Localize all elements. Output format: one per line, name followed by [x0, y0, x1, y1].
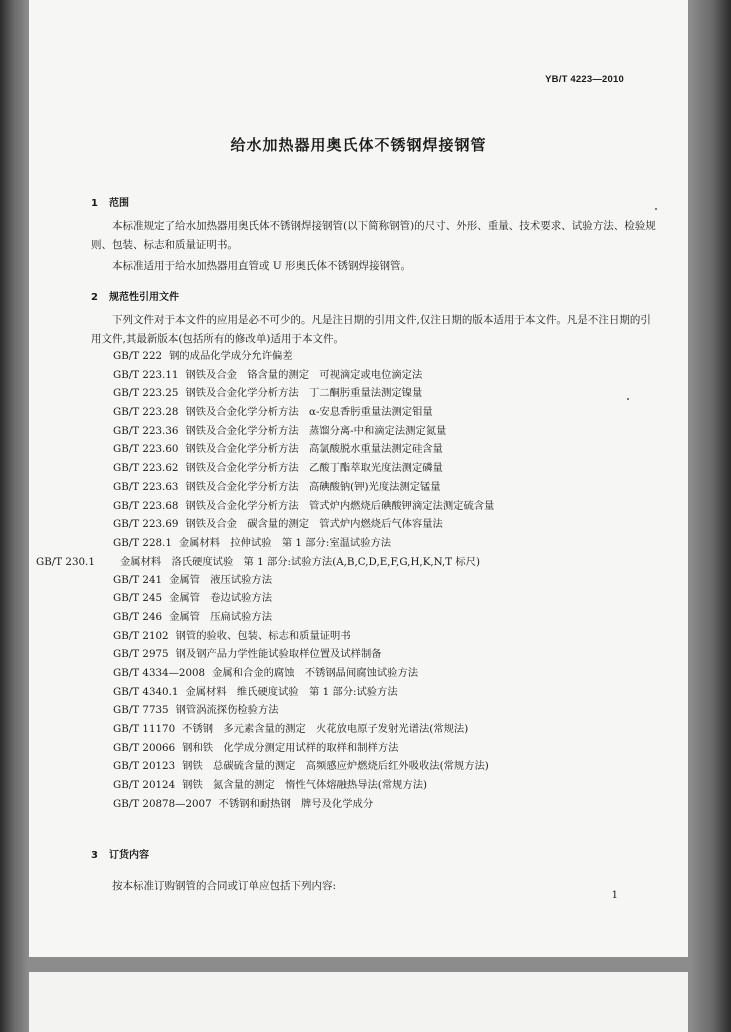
reference-code: GB/T 11170	[113, 723, 176, 736]
reference-item	[113, 384, 659, 403]
reference-code: GB/T 4340.1	[113, 685, 179, 698]
reference-item	[113, 664, 659, 683]
reference-title: 钢管涡流探伤检验方法	[175, 704, 279, 717]
reference-code: GB/T 223.69	[113, 518, 179, 531]
reference-code: GB/T 222	[113, 350, 163, 362]
reference-title: 钢铁及合金化学分析方法 管式炉内燃烧后碘酸钾滴定法测定硫含量	[185, 499, 495, 512]
reference-item	[113, 422, 659, 441]
reference-item	[113, 645, 659, 664]
reference-item	[113, 757, 659, 776]
section-title: 范围	[109, 198, 129, 209]
reference-code: GB/T 223.28	[113, 406, 179, 419]
reference-code: GB/T 223.62	[113, 462, 179, 475]
section-2-heading	[91, 288, 179, 303]
reference-code: GB/T 223.36	[113, 424, 179, 437]
reference-item	[113, 589, 659, 608]
reference-item	[113, 608, 659, 627]
reference-item	[113, 776, 659, 795]
reference-code: GB/T 4334—2008	[113, 667, 206, 679]
section-1-heading	[91, 194, 129, 209]
section-number: 2	[91, 292, 98, 303]
reference-title: 钢铁 氮含量的测定 惰性气体熔融热导法(常规方法)	[182, 779, 428, 792]
reference-title: 金属材料 洛氏硬度试验 第 1 部分:试验方法(A,B,C,D,E,F,G,H,K,N,T 标尺)	[120, 555, 481, 568]
reference-item	[113, 720, 659, 739]
reference-code: GB/T 223.60	[113, 443, 179, 456]
reference-item	[113, 683, 659, 702]
reference-item	[113, 571, 659, 590]
reference-code: GB/T 223.25	[113, 387, 179, 400]
section-number: 3	[91, 850, 98, 861]
reference-title: 钢铁及合金化学分析方法 乙酸丁酯萃取光度法测定磷量	[185, 462, 443, 475]
section-title: 规范性引用文件	[109, 292, 179, 303]
scope-paragraph: 本标准规定了给水加热器用奥氏体不锈钢焊接钢管(以下简称钢管)的尺寸、外形、重量、技术要求、试验方法、检验规则、包装、标志和质量证明书。	[91, 220, 656, 251]
reference-title: 钢铁及合金化学分析方法 高碘酸钠(钾)光度法测定锰量	[185, 480, 441, 493]
reference-code: GB/T 20124	[113, 779, 176, 792]
reference-code: GB/T 20066	[113, 741, 176, 754]
reference-title: 钢铁及合金化学分析方法 高氯酸脱水重量法测定硅含量	[185, 443, 443, 456]
scan-speck	[655, 208, 657, 210]
reference-item: GB/T 230.1 金属材料 洛氏硬度试验 第 1 部分:试验方法(A,B,C,D,E,F,G,H,K,N,T 标尺)	[36, 555, 481, 568]
reference-item	[113, 440, 659, 459]
reference-code: GB/T 20123	[113, 760, 176, 773]
reference-title: 金属管 液压试验方法	[169, 573, 273, 586]
reference-item	[113, 739, 659, 758]
reference-title: 钢铁 总碳硫含量的测定 高频感应炉燃烧后红外吸收法(常规方法)	[182, 760, 489, 773]
reference-code: GB/T 7735	[113, 704, 169, 717]
reference-item	[113, 795, 659, 814]
standard-code: YB/T 4223—2010	[545, 74, 624, 85]
order-content-intro: 按本标准订购钢管的合同或订单应包括下列内容:	[112, 880, 337, 892]
reference-title: 金属和合金的腐蚀 不锈钢晶间腐蚀试验方法	[212, 667, 419, 679]
reference-item	[113, 701, 659, 720]
reference-title: 钢铁及合金 铬含量的测定 可视滴定或电位滴定法	[185, 368, 423, 381]
document-title: 给水加热器用奥氏体不锈钢焊接钢管	[230, 136, 487, 154]
reference-code: GB/T 228.1	[113, 536, 172, 549]
section-number: 1	[91, 198, 98, 209]
references-intro: 下列文件对于本文件的应用是必不可少的。凡是注日期的引用文件,仅注日期的版本适用于本文件。凡是不注日期的引用文件,其最新版本(包括所有的修改单)适用于本文件。	[91, 314, 651, 345]
document-page	[29, 0, 688, 957]
reference-code: GB/T 223.63	[113, 480, 179, 493]
reference-code: GB/T 223.68	[113, 499, 179, 512]
scope-applicability: 本标准适用于给水加热器用直管或 U 形奥氏体不锈钢焊接钢管。	[112, 260, 412, 272]
reference-item	[113, 497, 659, 516]
reference-title: 不锈钢 多元素含量的测定 火花放电原子发射光谱法(常规法)	[182, 723, 469, 736]
reference-title: 钢铁及合金化学分析方法 蒸馏分离-中和滴定法测定氮量	[185, 424, 447, 437]
reference-item	[113, 366, 659, 385]
reference-item	[113, 403, 659, 422]
reference-title: 金属管 卷边试验方法	[169, 592, 273, 605]
reference-code: GB/T 2975	[113, 648, 169, 661]
reference-code: GB/T 246	[113, 610, 163, 623]
reference-code: GB/T 241	[113, 573, 163, 586]
reference-title: 金属材料 维氏硬度试验 第 1 部分:试验方法	[185, 685, 398, 698]
reference-title: 钢和铁 化学成分测定用试样的取样和制样方法	[182, 741, 399, 754]
reference-item	[113, 459, 659, 478]
reference-item	[113, 478, 659, 497]
reference-title: 金属管 压扁试验方法	[169, 610, 273, 623]
reference-code: GB/T 245	[113, 592, 163, 605]
section-title: 订货内容	[109, 850, 149, 861]
reference-item	[113, 627, 659, 646]
next-page-edge	[29, 972, 688, 1032]
reference-item	[113, 347, 659, 366]
reference-item	[113, 534, 659, 553]
reference-title: 钢管的验收、包装、标志和质量证明书	[175, 629, 351, 642]
reference-title: 钢的成品化学成分允许偏差	[169, 350, 293, 362]
reference-code: GB/T 2102	[113, 629, 169, 642]
section-3-heading	[91, 846, 149, 861]
reference-item	[113, 515, 659, 534]
scan-speck	[627, 398, 629, 400]
reference-code: GB/T 223.11	[113, 368, 179, 381]
reference-title: 金属材料 拉伸试验 第 1 部分:室温试验方法	[178, 536, 392, 549]
reference-title: 钢铁及合金化学分析方法 丁二酮肟重量法测定镍量	[185, 387, 423, 400]
reference-title: 不锈钢和耐热钢 牌号及化学成分	[218, 797, 374, 810]
reference-title: 钢铁及合金化学分析方法 α-安息香肟重量法测定钼量	[185, 406, 433, 419]
reference-list	[36, 347, 659, 814]
reference-title: 钢及钢产品力学性能试验取样位置及试样制备	[175, 648, 382, 661]
page-number: 1	[611, 890, 618, 901]
reference-code: GB/T 20878—2007	[113, 797, 212, 810]
reference-title: 钢铁及合金 碳含量的测定 管式炉内燃烧后气体容量法	[185, 518, 443, 531]
